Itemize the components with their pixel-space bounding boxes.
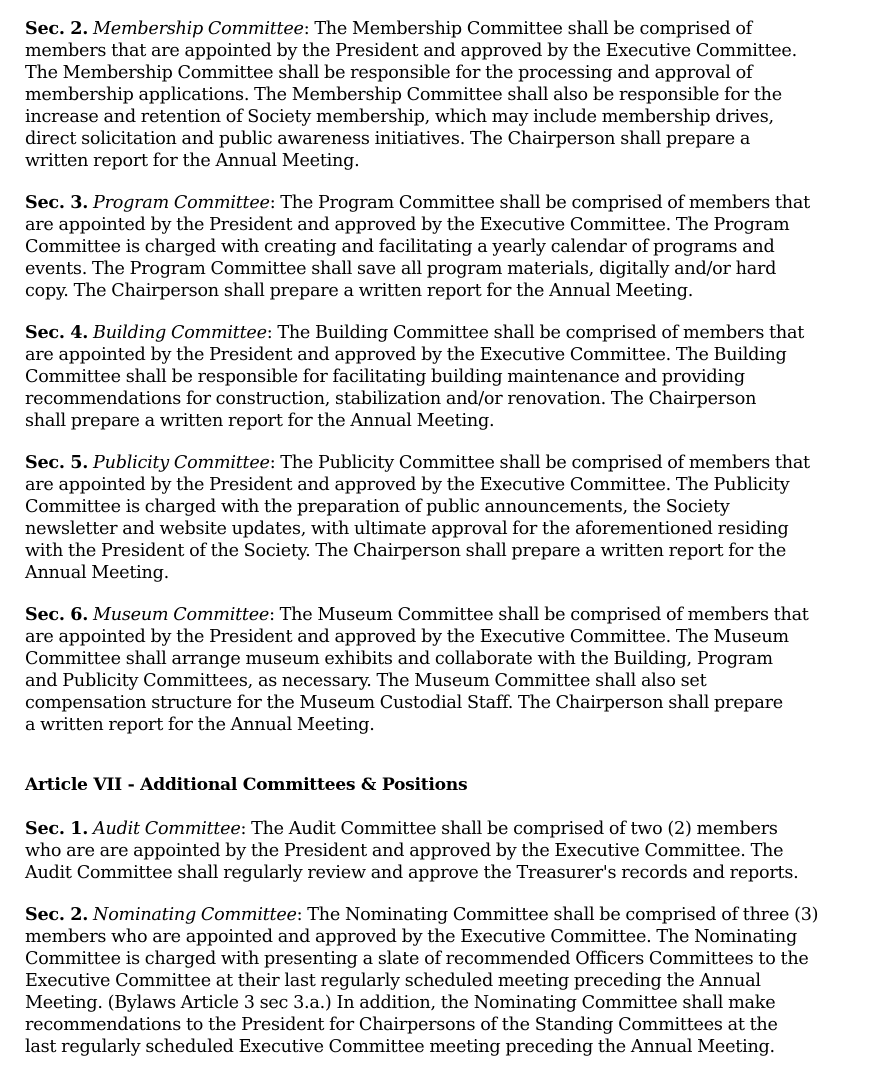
section-title: Audit Committee <box>93 819 241 839</box>
line-text: events. The Program Committee shall save all program materials, digitally and/or hard <box>25 259 777 279</box>
paragraph-line <box>25 214 847 236</box>
additional-committee-sections <box>25 818 847 1058</box>
section-paragraph <box>25 18 847 172</box>
line-text: compensation structure for the Museum Custodial Staff. The Chairperson shall prepare <box>25 693 783 713</box>
paragraph-line <box>25 714 847 736</box>
line-text: : The Membership Committee shall be comprised of <box>303 19 752 39</box>
paragraph-line <box>25 862 847 884</box>
section-paragraph <box>25 904 847 1058</box>
line-text: members that are appointed by the President and approved by the Executive Committee. <box>25 41 797 61</box>
section-number: Sec. 2. <box>25 18 89 39</box>
paragraph-line <box>25 562 847 584</box>
line-text: are appointed by the President and approved by the Executive Committee. The Program <box>25 215 790 235</box>
paragraph-line <box>25 410 847 432</box>
line-text: are appointed by the President and approved by the Executive Committee. The Museum <box>25 627 789 647</box>
line-text: Meeting. (Bylaws Article 3 sec 3.a.) In addition, the Nominating Committee shall make <box>25 993 776 1013</box>
line-text: : The Publicity Committee shall be comprised of members that <box>269 453 810 473</box>
line-text: : The Program Committee shall be comprised of members that <box>269 193 810 213</box>
paragraph-line <box>25 150 847 172</box>
paragraph-line <box>25 1036 847 1058</box>
line-text: Audit Committee shall regularly review and approve the Treasurer's records and reports. <box>25 863 799 883</box>
paragraph-line <box>25 258 847 280</box>
line-text: : The Museum Committee shall be comprised of members that <box>269 605 809 625</box>
paragraph-line <box>25 322 847 344</box>
line-text: who are are appointed by the President and approved by the Executive Committee. The <box>25 841 784 861</box>
paragraph-line <box>25 670 847 692</box>
paragraph-line <box>25 648 847 670</box>
paragraph-line <box>25 626 847 648</box>
section-number: Sec. 6. <box>25 604 89 625</box>
section-title: Nominating Committee <box>93 905 297 925</box>
line-text: : The Building Committee shall be comprised of members that <box>266 323 805 343</box>
line-text: a written report for the Annual Meeting. <box>25 715 375 735</box>
section-title: Publicity Committee <box>93 453 270 473</box>
line-text: Committee is charged with creating and facilitating a yearly calendar of programs and <box>25 237 775 257</box>
paragraph-line <box>25 496 847 518</box>
paragraph-line <box>25 948 847 970</box>
section-paragraph <box>25 604 847 736</box>
paragraph-line <box>25 474 847 496</box>
paragraph-line <box>25 452 847 474</box>
line-text: with the President of the Society. The Chairperson shall prepare a written report for the <box>25 541 787 561</box>
paragraph-line <box>25 540 847 562</box>
section-title: Building Committee <box>93 323 267 343</box>
paragraph-line <box>25 992 847 1014</box>
committee-sections <box>25 18 847 736</box>
paragraph-line <box>25 518 847 540</box>
section-title: Program Committee <box>93 193 270 213</box>
line-text: direct solicitation and public awareness initiatives. The Chairperson shall prepare a <box>25 129 751 149</box>
section-paragraph <box>25 192 847 302</box>
line-text: newsletter and website updates, with ultimate approval for the aforementioned residing <box>25 519 789 539</box>
line-text: are appointed by the President and approved by the Executive Committee. The Publicity <box>25 475 790 495</box>
paragraph-line <box>25 18 847 40</box>
line-text: : The Nominating Committee shall be comprised of three (3) <box>296 905 819 925</box>
line-text: Committee shall arrange museum exhibits and collaborate with the Building, Program <box>25 649 773 669</box>
paragraph-line <box>25 1014 847 1036</box>
line-text: Committee is charged with the preparation of public announcements, the Society <box>25 497 730 517</box>
section-number: Sec. 4. <box>25 322 89 343</box>
section-number: Sec. 3. <box>25 192 89 213</box>
document-page <box>25 18 847 1078</box>
paragraph-line <box>25 388 847 410</box>
paragraph-line <box>25 236 847 258</box>
paragraph-line <box>25 840 847 862</box>
line-text: increase and retention of Society membership, which may include membership drives, <box>25 107 774 127</box>
line-text: Executive Committee at their last regularly scheduled meeting preceding the Annual <box>25 971 761 991</box>
line-text: : The Audit Committee shall be comprised of two (2) members <box>240 819 778 839</box>
line-text: last regularly scheduled Executive Committee meeting preceding the Annual Meeting. <box>25 1037 775 1057</box>
paragraph-line <box>25 692 847 714</box>
paragraph-line <box>25 818 847 840</box>
section-number: Sec. 2. <box>25 904 89 925</box>
paragraph-line <box>25 106 847 128</box>
line-text: The Membership Committee shall be responsible for the processing and approval of <box>25 63 753 83</box>
line-text: Annual Meeting. <box>25 563 169 583</box>
section-number: Sec. 5. <box>25 452 89 473</box>
paragraph-line <box>25 62 847 84</box>
line-text: recommendations to the President for Chairpersons of the Standing Committees at the <box>25 1015 778 1035</box>
section-number: Sec. 1. <box>25 818 89 839</box>
section-paragraph <box>25 322 847 432</box>
paragraph-line <box>25 904 847 926</box>
section-paragraph <box>25 452 847 584</box>
line-text: Committee is charged with presenting a slate of recommended Officers Committees to the <box>25 949 809 969</box>
paragraph-line <box>25 128 847 150</box>
line-text: written report for the Annual Meeting. <box>25 151 360 171</box>
line-text: members who are appointed and approved by the Executive Committee. The Nominating <box>25 927 797 947</box>
paragraph-line <box>25 40 847 62</box>
line-text: recommendations for construction, stabilization and/or renovation. The Chairperson <box>25 389 757 409</box>
paragraph-line <box>25 970 847 992</box>
section-paragraph <box>25 818 847 884</box>
line-text: are appointed by the President and approved by the Executive Committee. The Building <box>25 345 787 365</box>
line-text: and Publicity Committees, as necessary. The Museum Committee shall also set <box>25 671 707 691</box>
paragraph-line <box>25 926 847 948</box>
section-title: Membership Committee <box>93 19 304 39</box>
line-text: shall prepare a written report for the Annual Meeting. <box>25 411 495 431</box>
article-heading: Article VII - Additional Committees & Positions <box>25 775 468 795</box>
line-text: Committee shall be responsible for facilitating building maintenance and providing <box>25 367 745 387</box>
line-text: membership applications. The Membership Committee shall also be responsible for the <box>25 85 782 105</box>
paragraph-line <box>25 604 847 626</box>
paragraph-line <box>25 192 847 214</box>
paragraph-line <box>25 344 847 366</box>
section-title: Museum Committee <box>93 605 270 625</box>
paragraph-line <box>25 280 847 302</box>
paragraph-line <box>25 366 847 388</box>
paragraph-line <box>25 84 847 106</box>
line-text: copy. The Chairperson shall prepare a written report for the Annual Meeting. <box>25 281 694 301</box>
